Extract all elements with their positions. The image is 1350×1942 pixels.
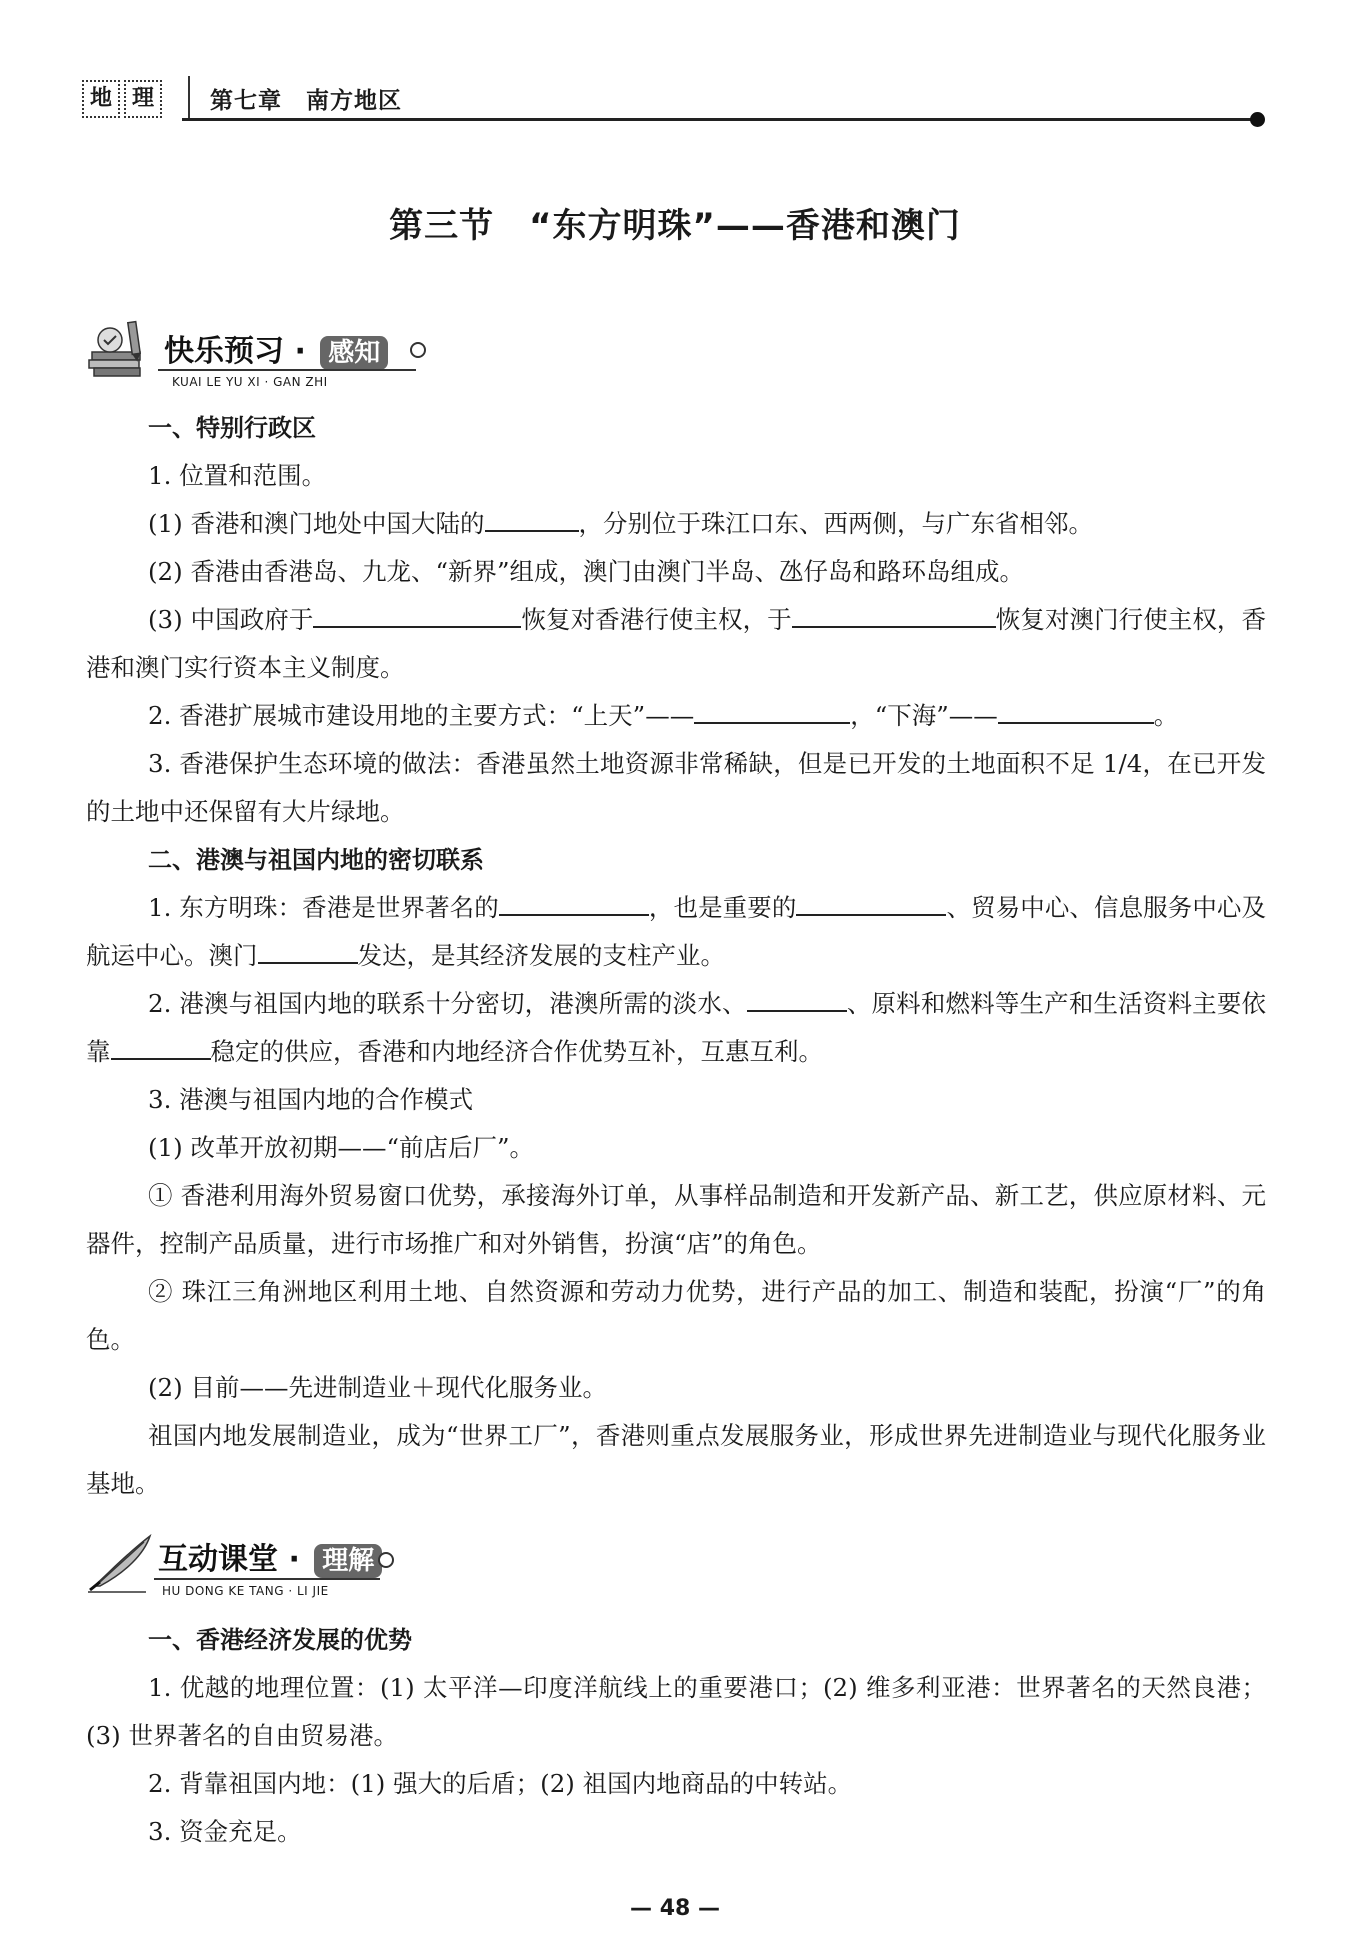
subject-char: 理	[124, 80, 162, 118]
banner-preview	[86, 318, 426, 398]
page-header	[82, 70, 1272, 120]
text: (3) 中国政府于	[148, 605, 314, 634]
text: 2. 香港扩展城市建设用地的主要方式：“上天”——	[148, 701, 695, 730]
heading: 一、香港经济发展的优势	[148, 1626, 412, 1654]
fill-blank[interactable]	[694, 698, 850, 724]
text: 、贸易中心、信息服务中心及航运中心。澳门	[86, 893, 1267, 970]
text: 。	[1153, 701, 1179, 730]
paragraph: 1. 优越的地理位置：(1) 太平洋—印度洋航线上的重要港口；(2) 维多利亚港：世界著名的天然良港；(3) 世界著名的自由贸易港。	[86, 1673, 1266, 1750]
paragraph: 祖国内地发展制造业，成为“世界工厂”，香港则重点发展服务业，形成世界先进制造业与现代化服务业基地。	[86, 1421, 1266, 1498]
header-rule-dot	[1250, 112, 1265, 127]
preview-content	[86, 404, 1266, 1508]
fill-blank[interactable]	[792, 602, 996, 628]
paragraph	[86, 980, 1266, 1076]
text: ，分别位于珠江口东、西两侧，与广东省相邻。	[578, 509, 1093, 538]
paragraph: (2) 香港由香港岛、九龙、“新界”组成，澳门由澳门半岛、氹仔岛和路环岛组成。	[148, 557, 1025, 586]
paragraph	[86, 596, 1266, 692]
text: 稳定的供应，香港和内地经济合作优势互补，互惠互利。	[210, 1037, 823, 1066]
fill-blank[interactable]	[499, 890, 649, 916]
books-pencil-icon	[86, 318, 162, 380]
text: ，也是重要的	[648, 893, 797, 922]
paragraph	[86, 884, 1266, 980]
section-title: 第三节 “东方明珠”——香港和澳门	[389, 206, 961, 246]
banner-classroom-main: 互动课堂 ·	[158, 1542, 311, 1577]
quill-pen-icon	[86, 1530, 162, 1594]
text: 2. 港澳与祖国内地的联系十分密切，港澳所需的淡水、	[148, 989, 747, 1018]
text: 恢复对澳门行使主权，香港和澳门实行资本主义制度。	[86, 605, 1266, 682]
banner-preview-tag: 感知	[320, 336, 388, 370]
paragraph	[86, 692, 1266, 740]
fill-blank[interactable]	[998, 698, 1154, 724]
subject-char: 地	[82, 80, 120, 118]
banner-preview-main: 快乐预习 ·	[164, 334, 317, 369]
text: 1. 东方明珠：香港是世界著名的	[148, 893, 499, 922]
text: 、原料和燃料等生产和生活资料主要依靠	[86, 989, 1267, 1066]
classroom-content	[86, 1616, 1266, 1856]
paragraph	[86, 500, 1266, 548]
fill-blank[interactable]	[258, 938, 358, 964]
banner-preview-title	[164, 326, 388, 370]
header-separator	[188, 76, 190, 118]
banner-pin	[378, 1552, 394, 1568]
chapter-title: 第七章 南方地区	[210, 87, 402, 114]
fill-blank[interactable]	[485, 506, 579, 532]
header-rule	[182, 118, 1252, 121]
banner-classroom-tag: 理解	[314, 1544, 382, 1578]
banner-underline	[154, 1578, 380, 1580]
paragraph: ② 珠江三角洲地区利用土地、自然资源和劳动力优势，进行产品的加工、制造和装配，扮演“厂”的角色。	[86, 1277, 1266, 1354]
banner-classroom	[86, 1530, 394, 1610]
fill-blank[interactable]	[796, 890, 946, 916]
fill-blank[interactable]	[111, 1034, 211, 1060]
banner-underline	[158, 369, 416, 371]
text: (1) 香港和澳门地处中国大陆的	[148, 509, 485, 538]
banner-classroom-title	[158, 1534, 382, 1578]
paragraph: (2) 目前——先进制造业＋现代化服务业。	[148, 1373, 607, 1402]
banner-classroom-subtitle: HU DONG KE TANG · LI JIE	[162, 1584, 329, 1598]
text: 恢复对香港行使主权，于	[521, 605, 792, 634]
paragraph: 3. 香港保护生态环境的做法：香港虽然土地资源非常稀缺，但是已开发的土地面积不足 1/4，在已开发的土地中还保留有大片绿地。	[86, 749, 1266, 826]
banner-pin	[410, 342, 426, 358]
paragraph: 3. 资金充足。	[148, 1817, 302, 1846]
paragraph: 2. 背靠祖国内地：(1) 强大的后盾；(2) 祖国内地商品的中转站。	[148, 1769, 853, 1798]
fill-blank[interactable]	[747, 986, 847, 1012]
subject-label	[82, 80, 166, 118]
banner-preview-subtitle: KUAI LE YU XI · GAN ZHI	[172, 375, 328, 389]
text: ，“下海”——	[850, 701, 998, 730]
paragraph: 1. 位置和范围。	[148, 461, 327, 490]
heading: 二、港澳与祖国内地的密切联系	[148, 846, 484, 874]
paragraph: ① 香港利用海外贸易窗口优势，承接海外订单，从事样品制造和开发新产品、新工艺，供应原材料、元器件，控制产品质量，进行市场推广和对外销售，扮演“店”的角色。	[86, 1181, 1266, 1258]
heading: 一、特别行政区	[148, 414, 316, 442]
paragraph: 3. 港澳与祖国内地的合作模式	[148, 1085, 474, 1114]
text: 发达，是其经济发展的支柱产业。	[357, 941, 725, 970]
page-number: — 48 —	[630, 1896, 720, 1921]
fill-blank[interactable]	[313, 602, 521, 628]
paragraph: (1) 改革开放初期——“前店后厂”。	[148, 1133, 535, 1162]
